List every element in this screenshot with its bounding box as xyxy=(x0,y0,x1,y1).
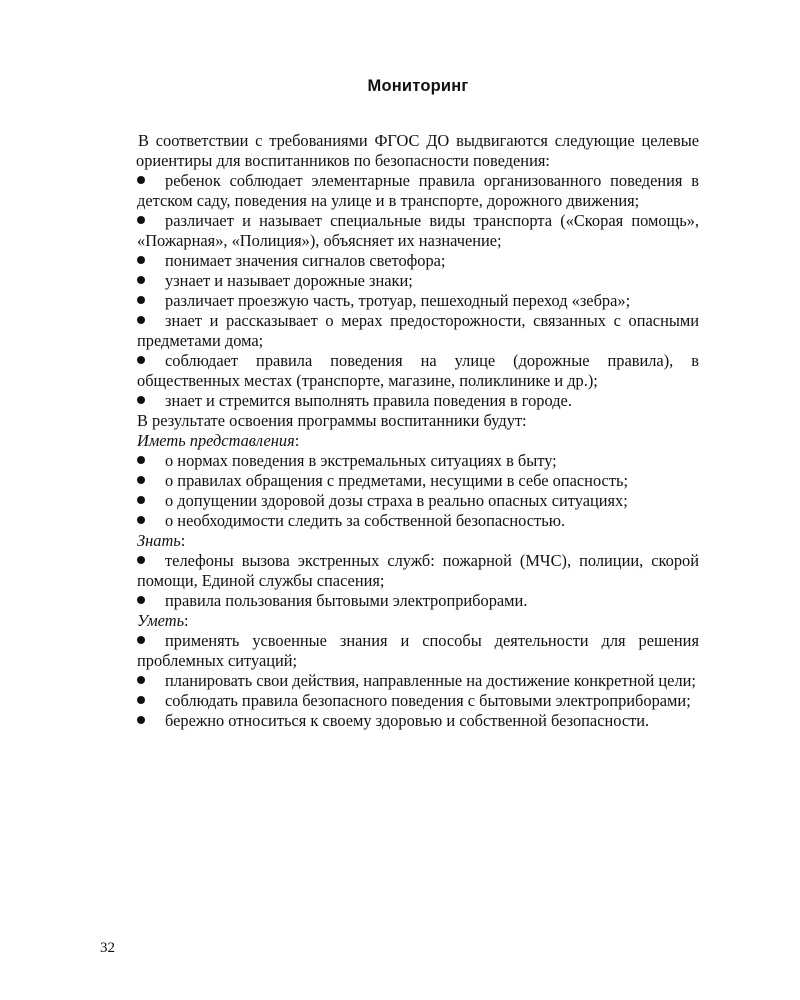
list-item xyxy=(137,691,699,711)
list-item xyxy=(137,271,699,291)
bullet-icon xyxy=(137,316,145,324)
list-item-text: различает и называет специальные виды транспорта («Скорая помощь», «Пожарная», «Полиция»), объясняет их назначение; xyxy=(137,211,699,250)
list-item-text: понимает значения сигналов светофора; xyxy=(165,251,446,270)
list-item xyxy=(137,511,699,531)
list-item-text: различает проезжую часть, тротуар, пешеходный переход «зебра»; xyxy=(165,291,631,310)
list-item-text: соблюдать правила безопасного поведения с бытовыми электроприборами; xyxy=(165,691,691,710)
list-item xyxy=(137,251,699,271)
bullet-icon xyxy=(137,556,145,564)
page-number: 32 xyxy=(100,940,115,956)
results-sections xyxy=(137,431,699,731)
bullet-icon xyxy=(137,596,145,604)
list-item xyxy=(137,451,699,471)
bullet-icon xyxy=(137,396,145,404)
list-item-text: знает и стремится выполнять правила поведения в городе. xyxy=(165,391,572,410)
list-item xyxy=(137,711,699,731)
bullet-icon xyxy=(137,456,145,464)
bullet-icon xyxy=(137,216,145,224)
results-intro: В результате освоения программы воспитанники будут: xyxy=(137,411,527,430)
bullet-icon xyxy=(137,716,145,724)
list-item-text: знает и рассказывает о мерах предосторожности, связанных с опасными предметами дома; xyxy=(137,311,699,350)
list-item xyxy=(137,551,699,591)
section-heading xyxy=(137,611,699,631)
list-item-text: о необходимости следить за собственной безопасностью. xyxy=(165,511,566,530)
list-item-text: применять усвоенные знания и способы деятельности для решения проблемных ситуаций; xyxy=(137,631,699,670)
bullet-icon xyxy=(137,176,145,184)
bullet-icon xyxy=(137,496,145,504)
intro-paragraph xyxy=(137,131,699,171)
bullet-icon xyxy=(137,276,145,284)
bullet-icon xyxy=(137,256,145,264)
section-heading-colon: : xyxy=(180,531,186,550)
list-item xyxy=(137,671,699,691)
bullet-icon xyxy=(137,296,145,304)
list-item-text: планировать свои действия, направленные на достижение конкретной цели; xyxy=(165,671,696,690)
section-heading-colon: : xyxy=(184,611,189,630)
list-item xyxy=(137,311,699,351)
list-item-text: правила пользования бытовыми электроприборами. xyxy=(165,591,528,610)
bullet-icon xyxy=(137,636,145,644)
section-heading xyxy=(137,531,699,551)
list-item-text: о допущении здоровой дозы страха в реально опасных ситуациях; xyxy=(165,491,628,510)
section-heading-text: Иметь представления xyxy=(137,431,295,450)
list-item xyxy=(137,471,699,491)
bullet-icon xyxy=(137,696,145,704)
targets-list xyxy=(137,171,699,411)
section-heading-text: Знать xyxy=(137,531,181,550)
list-item-text: соблюдает правила поведения на улице (дорожные правила), в общественных местах (транспорте, магазине, поликлинике и др.); xyxy=(137,351,699,390)
list-item-text: телефоны вызова экстренных служб: пожарной (МЧС), полиции, скорой помощи, Единой службы спасения; xyxy=(137,551,699,590)
list-item xyxy=(137,391,699,411)
page-body xyxy=(137,70,699,731)
section-heading xyxy=(137,431,699,451)
list-item xyxy=(137,171,699,211)
bullet-icon xyxy=(137,516,145,524)
bullet-icon xyxy=(137,676,145,684)
list-item xyxy=(137,211,699,251)
list-item xyxy=(137,291,699,311)
bullet-icon xyxy=(137,476,145,484)
list-item xyxy=(137,491,699,511)
bullet-icon xyxy=(137,356,145,364)
list-item-text: о нормах поведения в экстремальных ситуациях в быту; xyxy=(165,451,557,470)
list-item-text: бережно относиться к своему здоровью и собственной безопасности. xyxy=(165,711,650,730)
list-item xyxy=(137,631,699,671)
list-item xyxy=(137,351,699,391)
list-item-text: о правилах обращения с предметами, несущими в себе опасность; xyxy=(165,471,629,490)
list-item-text: узнает и называет дорожные знаки; xyxy=(165,271,413,290)
section-heading-colon: : xyxy=(294,431,300,450)
list-item xyxy=(137,591,699,611)
intro-text: В соответствии с требованиями ФГОС ДО выдвигаются следующие целевые ориентиры для воспитанников по безопасности поведения: xyxy=(136,131,699,170)
section-heading-text: Уметь xyxy=(137,611,185,630)
list-item-text: ребенок соблюдает элементарные правила организованного поведения в детском саду, поведения на улице и в транспорте, дорожного движения; xyxy=(137,171,699,210)
page-title: Мониторинг xyxy=(367,77,469,95)
